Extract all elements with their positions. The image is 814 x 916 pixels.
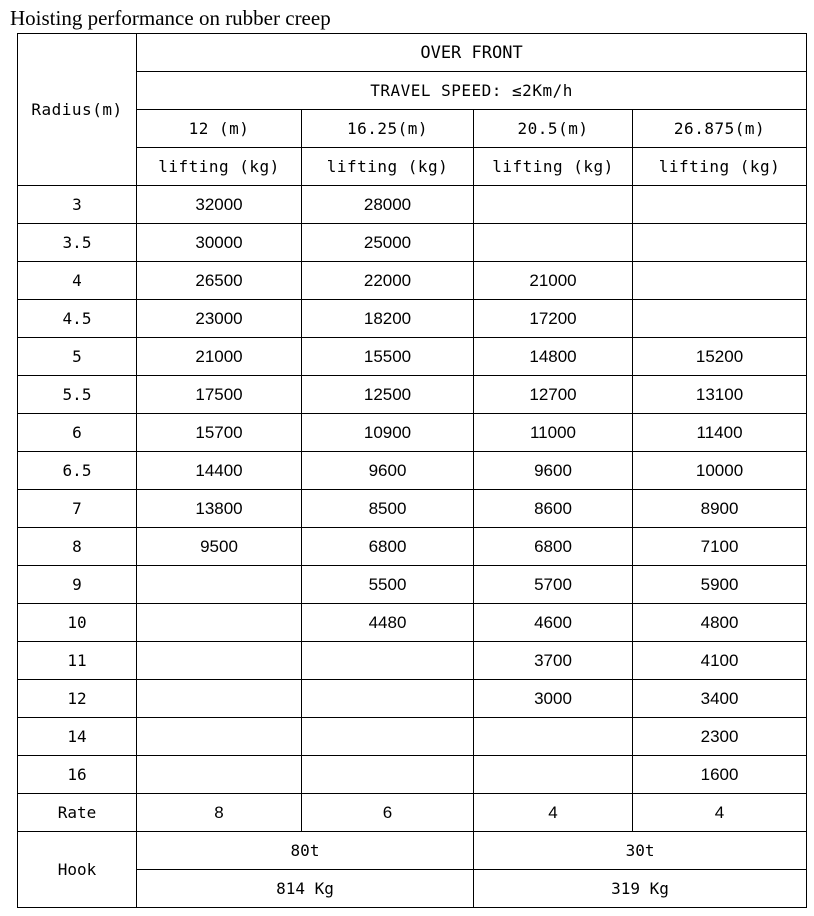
table-row bbox=[18, 224, 807, 262]
lifting-capacity-cell: 28000 bbox=[302, 186, 474, 224]
lifting-capacity-cell: 3400 bbox=[633, 680, 807, 718]
lifting-capacity-cell bbox=[137, 642, 302, 680]
lifting-capacity-cell: 9600 bbox=[302, 452, 474, 490]
hoisting-performance-table bbox=[17, 33, 807, 908]
lifting-capacity-cell: 15700 bbox=[137, 414, 302, 452]
table-row bbox=[18, 642, 807, 680]
radius-cell: 4 bbox=[18, 262, 137, 300]
table-row bbox=[18, 376, 807, 414]
lifting-capacity-cell bbox=[474, 224, 633, 262]
hook-capacity-row bbox=[18, 832, 807, 870]
table-row bbox=[18, 566, 807, 604]
table-row bbox=[18, 528, 807, 566]
lifting-capacity-cell: 4600 bbox=[474, 604, 633, 642]
lifting-capacity-cell: 32000 bbox=[137, 186, 302, 224]
table-row bbox=[18, 490, 807, 528]
lifting-header: lifting (kg) bbox=[474, 148, 633, 186]
lifting-capacity-cell: 14800 bbox=[474, 338, 633, 376]
table-row bbox=[18, 680, 807, 718]
lifting-capacity-cell: 9600 bbox=[474, 452, 633, 490]
header-row-over-front bbox=[18, 34, 807, 72]
lifting-capacity-cell: 25000 bbox=[302, 224, 474, 262]
lifting-capacity-cell: 12500 bbox=[302, 376, 474, 414]
lifting-capacity-cell bbox=[137, 604, 302, 642]
table-row bbox=[18, 262, 807, 300]
lifting-capacity-cell: 6800 bbox=[474, 528, 633, 566]
boom-length-header: 20.5(m) bbox=[474, 110, 633, 148]
lifting-capacity-cell: 8900 bbox=[633, 490, 807, 528]
lifting-capacity-cell bbox=[633, 300, 807, 338]
lifting-capacity-cell bbox=[302, 680, 474, 718]
hook-weight-row bbox=[18, 870, 807, 908]
radius-cell: 16 bbox=[18, 756, 137, 794]
lifting-capacity-cell: 26500 bbox=[137, 262, 302, 300]
lifting-capacity-cell: 3000 bbox=[474, 680, 633, 718]
lifting-capacity-cell: 4800 bbox=[633, 604, 807, 642]
lifting-capacity-cell bbox=[474, 186, 633, 224]
lifting-capacity-cell bbox=[633, 262, 807, 300]
lifting-capacity-cell: 2300 bbox=[633, 718, 807, 756]
table-row bbox=[18, 300, 807, 338]
rate-value: 6 bbox=[302, 794, 474, 832]
over-front-header: OVER FRONT bbox=[137, 34, 807, 72]
lifting-capacity-cell bbox=[137, 566, 302, 604]
lifting-capacity-cell: 22000 bbox=[302, 262, 474, 300]
table-row bbox=[18, 756, 807, 794]
lifting-header: lifting (kg) bbox=[302, 148, 474, 186]
table-row bbox=[18, 452, 807, 490]
radius-cell: 5.5 bbox=[18, 376, 137, 414]
lifting-capacity-cell: 23000 bbox=[137, 300, 302, 338]
hook-weight: 814 Kg bbox=[137, 870, 474, 908]
hook-capacity: 80t bbox=[137, 832, 474, 870]
lifting-capacity-cell bbox=[137, 680, 302, 718]
lifting-capacity-cell: 5700 bbox=[474, 566, 633, 604]
lifting-capacity-cell: 8500 bbox=[302, 490, 474, 528]
lifting-capacity-cell: 17500 bbox=[137, 376, 302, 414]
radius-cell: 7 bbox=[18, 490, 137, 528]
lifting-capacity-cell: 13800 bbox=[137, 490, 302, 528]
lifting-capacity-cell bbox=[633, 186, 807, 224]
table-row bbox=[18, 718, 807, 756]
lifting-capacity-cell: 7100 bbox=[633, 528, 807, 566]
table-row bbox=[18, 414, 807, 452]
lifting-capacity-cell: 4480 bbox=[302, 604, 474, 642]
radius-cell: 10 bbox=[18, 604, 137, 642]
radius-cell: 14 bbox=[18, 718, 137, 756]
lifting-capacity-cell: 4100 bbox=[633, 642, 807, 680]
table-row bbox=[18, 338, 807, 376]
lifting-capacity-cell: 6800 bbox=[302, 528, 474, 566]
radius-cell: 12 bbox=[18, 680, 137, 718]
header-row-booms bbox=[18, 110, 807, 148]
lifting-capacity-cell: 3700 bbox=[474, 642, 633, 680]
lifting-capacity-cell: 15500 bbox=[302, 338, 474, 376]
hook-capacity: 30t bbox=[474, 832, 807, 870]
radius-cell: 8 bbox=[18, 528, 137, 566]
lifting-capacity-cell: 11400 bbox=[633, 414, 807, 452]
lifting-capacity-cell: 13100 bbox=[633, 376, 807, 414]
lifting-capacity-cell bbox=[302, 718, 474, 756]
lifting-capacity-cell: 11000 bbox=[474, 414, 633, 452]
rate-value: 4 bbox=[633, 794, 807, 832]
header-row-lifting bbox=[18, 148, 807, 186]
table-row bbox=[18, 186, 807, 224]
radius-cell: 6 bbox=[18, 414, 137, 452]
lifting-capacity-cell bbox=[137, 756, 302, 794]
lifting-header: lifting (kg) bbox=[633, 148, 807, 186]
lifting-capacity-cell: 18200 bbox=[302, 300, 474, 338]
radius-cell: 6.5 bbox=[18, 452, 137, 490]
lifting-capacity-cell: 8600 bbox=[474, 490, 633, 528]
rate-row bbox=[18, 794, 807, 832]
document-title: Hoisting performance on rubber creep bbox=[10, 6, 331, 30]
header-row-travel-speed bbox=[18, 72, 807, 110]
lifting-header: lifting (kg) bbox=[137, 148, 302, 186]
lifting-capacity-cell: 17200 bbox=[474, 300, 633, 338]
lifting-capacity-cell: 5900 bbox=[633, 566, 807, 604]
lifting-capacity-cell bbox=[302, 756, 474, 794]
lifting-capacity-cell: 12700 bbox=[474, 376, 633, 414]
boom-length-header: 26.875(m) bbox=[633, 110, 807, 148]
boom-length-header: 16.25(m) bbox=[302, 110, 474, 148]
lifting-capacity-cell: 5500 bbox=[302, 566, 474, 604]
lifting-capacity-cell: 10000 bbox=[633, 452, 807, 490]
rate-value: 8 bbox=[137, 794, 302, 832]
radius-header: Radius(m) bbox=[18, 34, 137, 186]
boom-length-header: 12 (m) bbox=[137, 110, 302, 148]
lifting-capacity-cell: 30000 bbox=[137, 224, 302, 262]
radius-cell: 5 bbox=[18, 338, 137, 376]
lifting-capacity-cell bbox=[474, 718, 633, 756]
rate-label: Rate bbox=[18, 794, 137, 832]
lifting-capacity-cell bbox=[302, 642, 474, 680]
lifting-capacity-cell bbox=[633, 224, 807, 262]
lifting-capacity-cell bbox=[137, 718, 302, 756]
lifting-capacity-cell: 14400 bbox=[137, 452, 302, 490]
lifting-capacity-cell: 21000 bbox=[474, 262, 633, 300]
travel-speed-header: TRAVEL SPEED: ≤2Km/h bbox=[137, 72, 807, 110]
lifting-capacity-cell: 9500 bbox=[137, 528, 302, 566]
radius-cell: 3 bbox=[18, 186, 137, 224]
lifting-capacity-cell: 21000 bbox=[137, 338, 302, 376]
lifting-capacity-cell: 15200 bbox=[633, 338, 807, 376]
radius-cell: 11 bbox=[18, 642, 137, 680]
radius-cell: 3.5 bbox=[18, 224, 137, 262]
table-row bbox=[18, 604, 807, 642]
lifting-capacity-cell: 1600 bbox=[633, 756, 807, 794]
lifting-capacity-cell: 10900 bbox=[302, 414, 474, 452]
radius-cell: 9 bbox=[18, 566, 137, 604]
rate-value: 4 bbox=[474, 794, 633, 832]
radius-cell: 4.5 bbox=[18, 300, 137, 338]
lifting-capacity-cell bbox=[474, 756, 633, 794]
hook-label: Hook bbox=[18, 832, 137, 908]
hook-weight: 319 Kg bbox=[474, 870, 807, 908]
